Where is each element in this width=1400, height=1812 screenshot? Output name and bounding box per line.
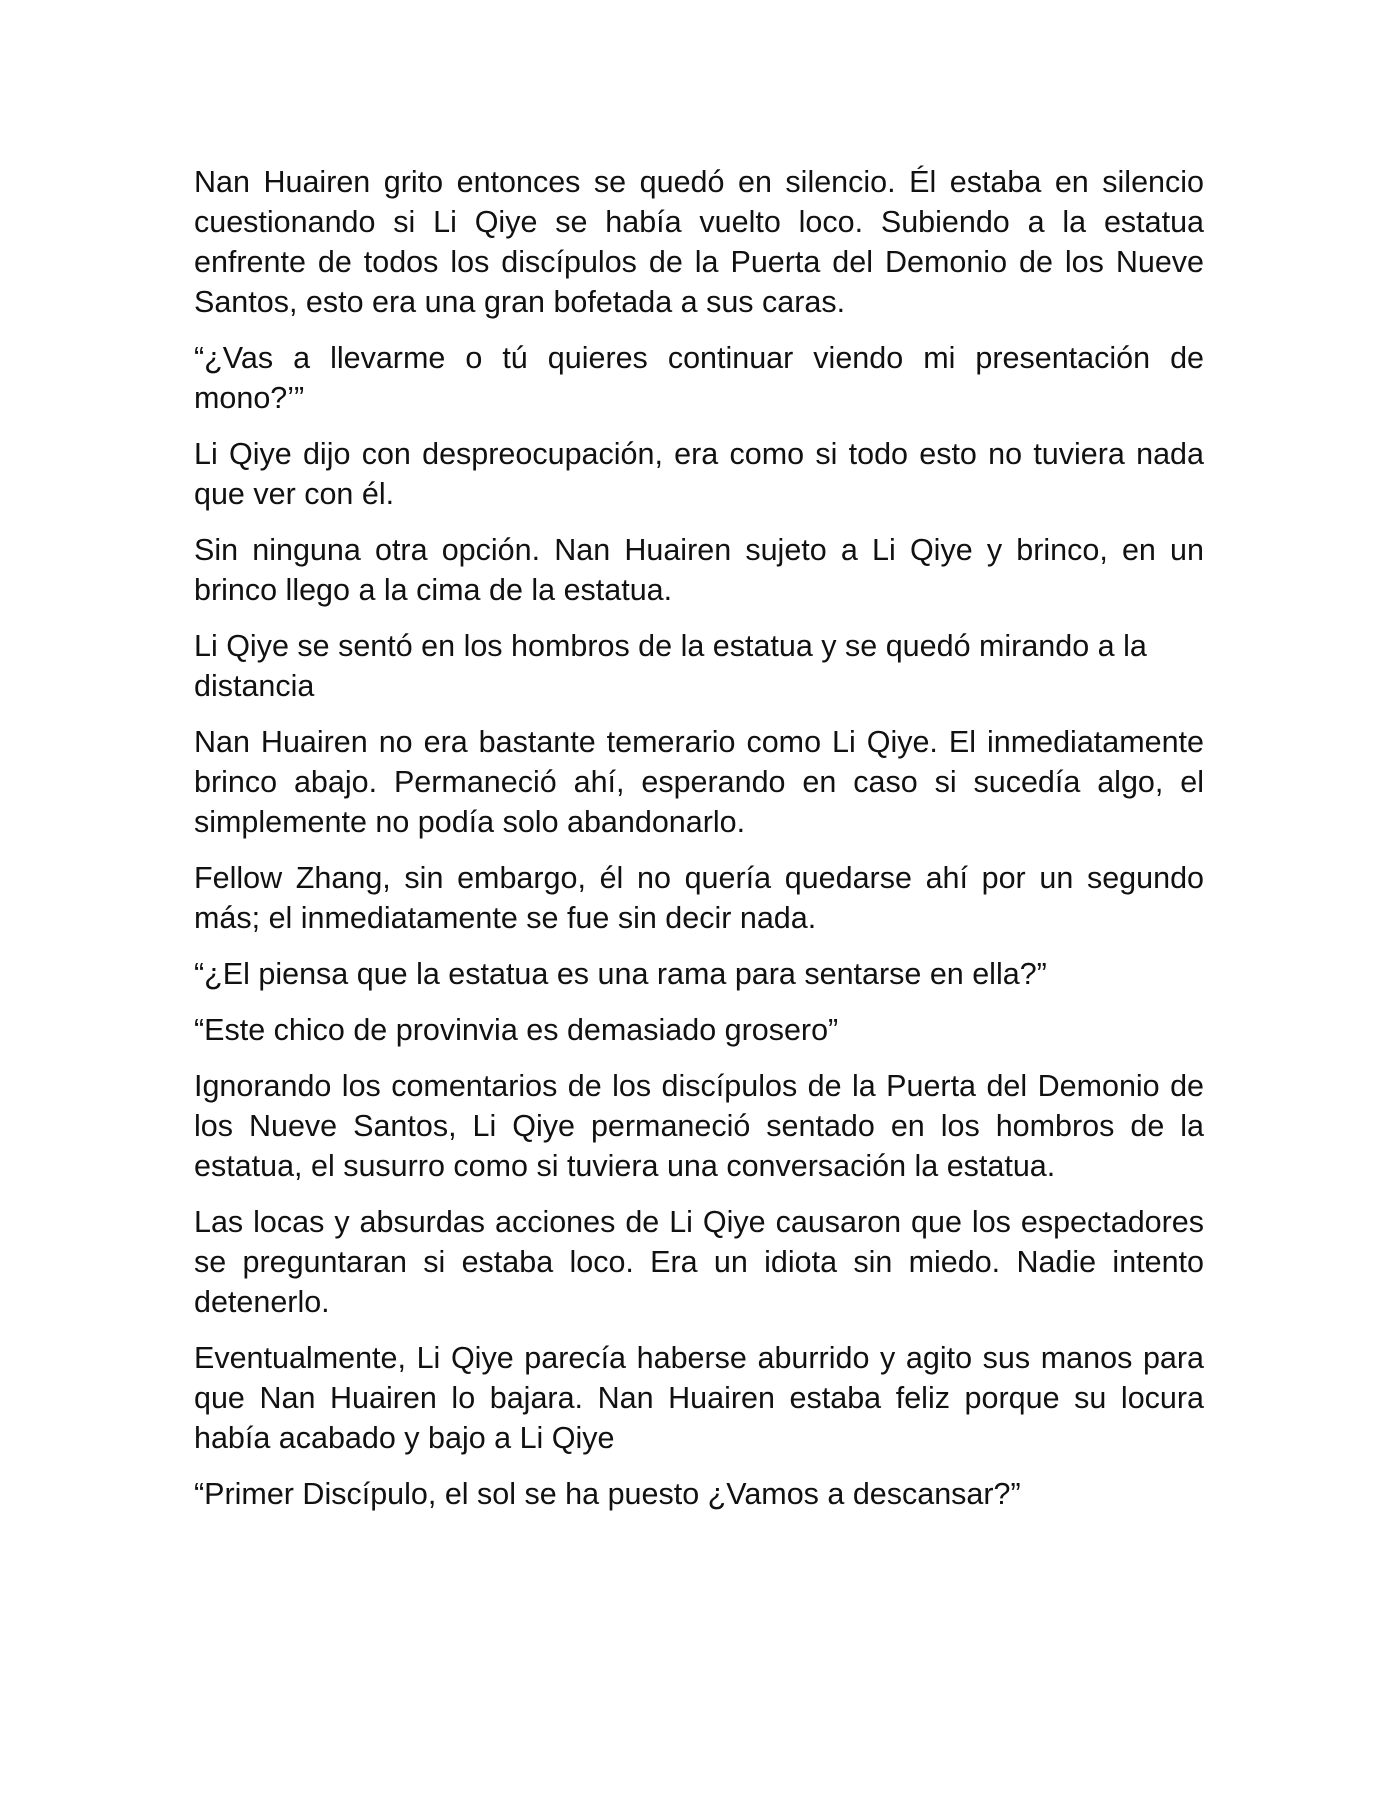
paragraph-1: Nan Huairen grito entonces se quedó en silencio. Él estaba en silencio cuestionando si Li Qiye se había vuelto loco. Subiendo a la estatua enfrente de todos los discípulos de la Puerta del Demonio de los Nueve Santos, esto era una gran bofetada a sus caras. bbox=[194, 165, 1204, 319]
paragraph-2: “¿Vas a llevarme o tú quieres continuar viendo mi presentación de mono?’” bbox=[194, 341, 1204, 415]
document-body bbox=[194, 162, 1204, 1530]
paragraph-9: “Este chico de provinvia es demasiado grosero” bbox=[194, 1013, 839, 1047]
paragraph-7: Fellow Zhang, sin embargo, él no quería quedarse ahí por un segundo más; el inmediatamente se fue sin decir nada. bbox=[194, 861, 1204, 935]
paragraph-13: “Primer Discípulo, el sol se ha puesto ¿Vamos a descansar?” bbox=[194, 1477, 1021, 1511]
paragraph-5: Li Qiye se sentó en los hombros de la estatua y se quedó mirando a la distancia bbox=[194, 629, 1147, 703]
paragraph-3: Li Qiye dijo con despreocupación, era como si todo esto no tuviera nada que ver con él. bbox=[194, 437, 1204, 511]
paragraph-11: Las locas y absurdas acciones de Li Qiye causaron que los espectadores se preguntaran si estaba loco. Era un idiota sin miedo. Nadie intento detenerlo. bbox=[194, 1205, 1204, 1319]
paragraph-12: Eventualmente, Li Qiye parecía haberse aburrido y agito sus manos para que Nan Huairen lo bajara. Nan Huairen estaba feliz porque su locura había acabado y bajo a Li Qiye bbox=[194, 1341, 1204, 1455]
paragraph-8: “¿El piensa que la estatua es una rama para sentarse en ella?” bbox=[194, 957, 1047, 991]
paragraph-4: Sin ninguna otra opción. Nan Huairen sujeto a Li Qiye y brinco, en un brinco llego a la cima de la estatua. bbox=[194, 533, 1204, 607]
paragraph-6: Nan Huairen no era bastante temerario como Li Qiye. El inmediatamente brinco abajo. Permaneció ahí, esperando en caso si sucedía algo, el simplemente no podía solo abandonarlo. bbox=[194, 725, 1204, 839]
paragraph-10: Ignorando los comentarios de los discípulos de la Puerta del Demonio de los Nueve Santos, Li Qiye permaneció sentado en los hombros de la estatua, el susurro como si tuviera una conversación la estatua. bbox=[194, 1069, 1204, 1183]
